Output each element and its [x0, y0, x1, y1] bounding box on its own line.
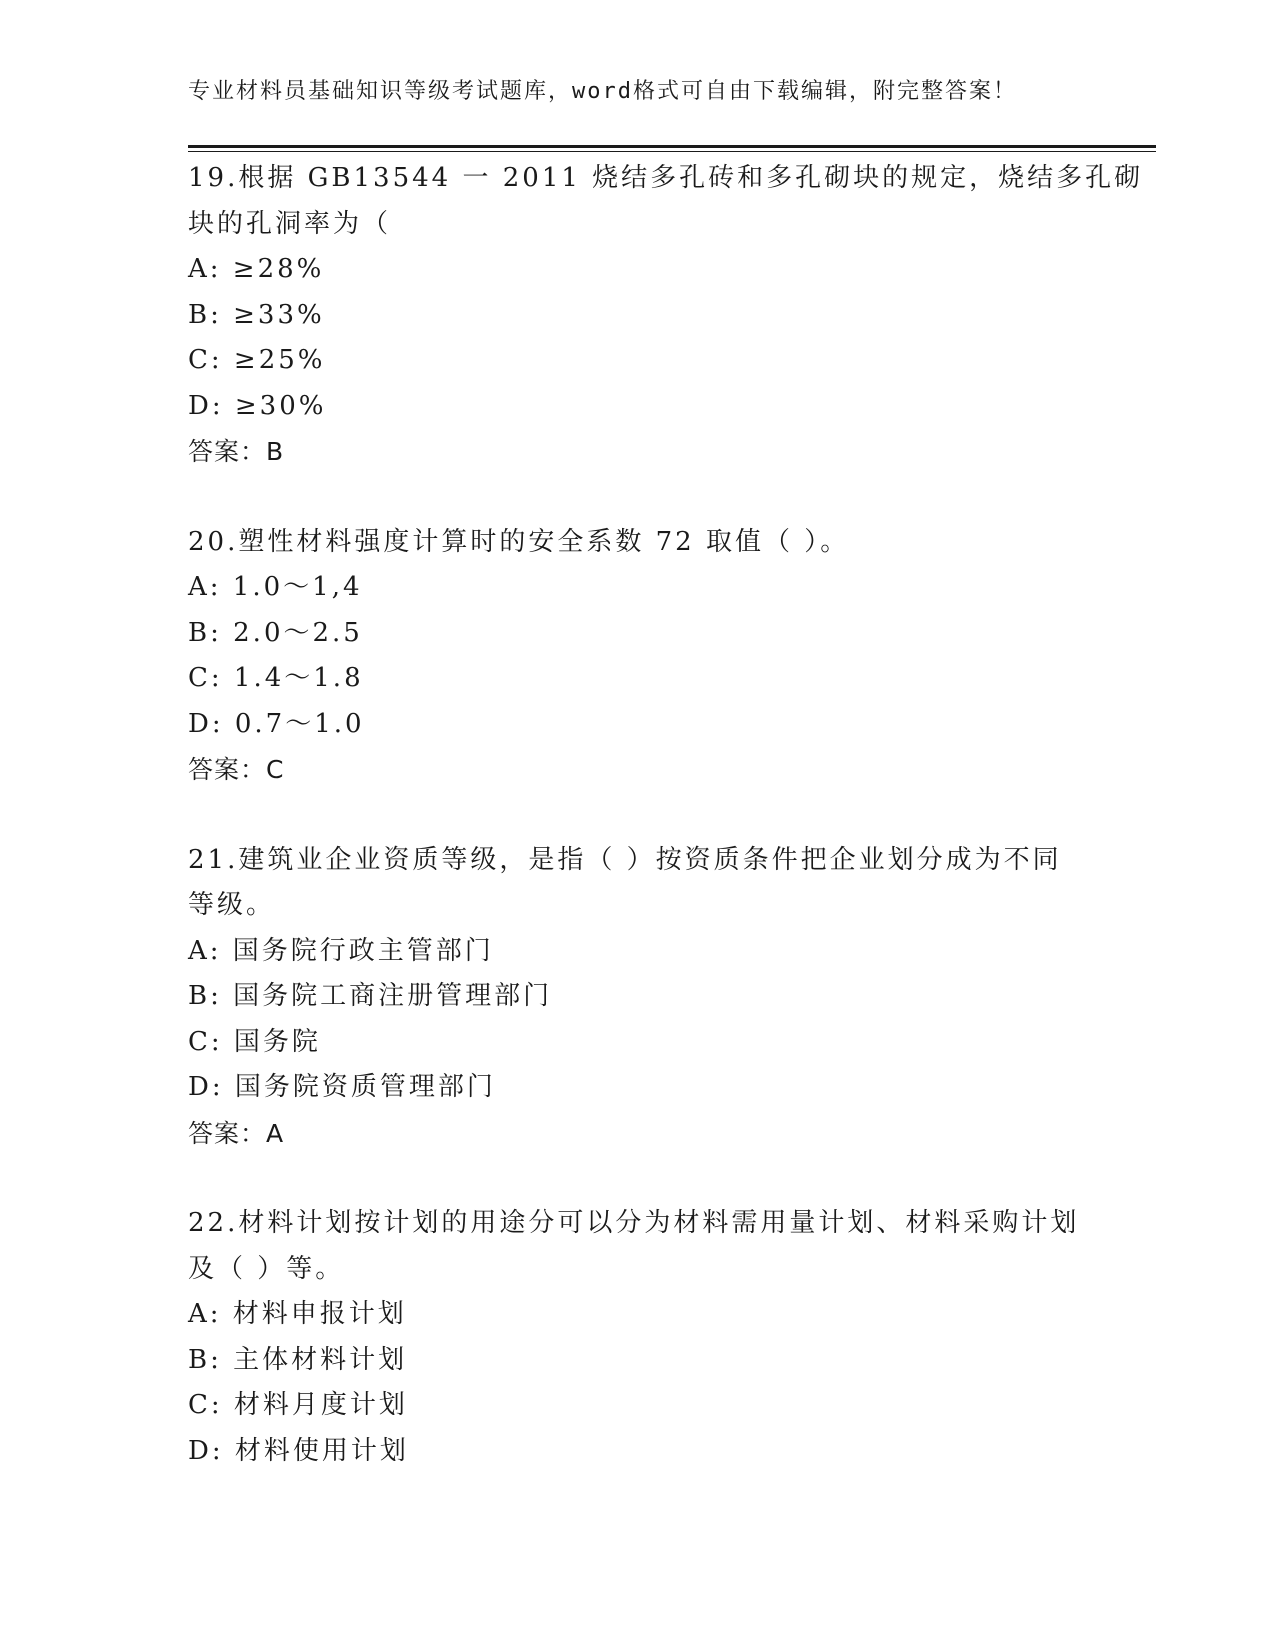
option-a: A: 材料申报计划 — [188, 1299, 407, 1329]
option-b: B: ≥33% — [188, 299, 325, 330]
spacer — [188, 793, 1088, 838]
option-a: A: 国务院行政主管部门 — [188, 935, 494, 966]
question-22 — [188, 1201, 1088, 1474]
question-text: 及（ ）等。 — [188, 1253, 345, 1284]
answer: 答案：A — [188, 1118, 285, 1148]
option-d: D: ≥30% — [188, 390, 327, 421]
option-d: D: 0.7～1.0 — [188, 708, 365, 739]
header-rule-thin — [188, 151, 1156, 152]
option-d: D: 材料使用计划 — [188, 1435, 409, 1466]
option-b: B: 主体材料计划 — [188, 1344, 408, 1375]
question-text: 20.塑性材料强度计算时的安全系数 72 取值（ ）。 — [188, 526, 850, 557]
spacer — [188, 1156, 1088, 1201]
page-header: 专业材料员基础知识等级考试题库，word格式可自由下载编辑，附完整答案！ — [188, 79, 1017, 104]
answer: 答案：C — [188, 755, 285, 784]
option-c: C: ≥25% — [188, 345, 326, 375]
question-text: 19.根据 GB13544 一 2011 烧结多孔砖和多孔砌块的规定，烧结多孔砌 — [188, 163, 1144, 193]
option-a: A: 1.0～1,4 — [188, 572, 363, 602]
option-b: B: 国务院工商注册管理部门 — [188, 981, 553, 1011]
option-c: C: 1.4～1.8 — [188, 663, 364, 693]
question-text: 22.材料计划按计划的用途分可以分为材料需用量计划、材料采购计划 — [188, 1208, 1080, 1238]
option-c: C: 国务院 — [188, 1026, 321, 1057]
question-19 — [188, 156, 1144, 475]
option-c: C: 材料月度计划 — [188, 1390, 408, 1420]
answer: 答案：B — [188, 437, 285, 466]
question-text: 等级。 — [188, 890, 276, 920]
question-text: 21.建筑业企业资质等级，是指（ ）按资质条件把企业划分成为不同 — [188, 844, 1062, 875]
option-d: D: 国务院资质管理部门 — [188, 1072, 496, 1102]
question-21 — [188, 838, 1088, 1157]
header-rule-thick — [188, 145, 1156, 148]
option-a: A: ≥28% — [188, 254, 325, 284]
spacer — [188, 475, 1088, 520]
question-20 — [188, 520, 1088, 793]
question-list — [188, 156, 1144, 1474]
option-b: B: 2.0～2.5 — [188, 617, 363, 648]
question-text: 块的孔洞率为（ — [188, 208, 392, 239]
